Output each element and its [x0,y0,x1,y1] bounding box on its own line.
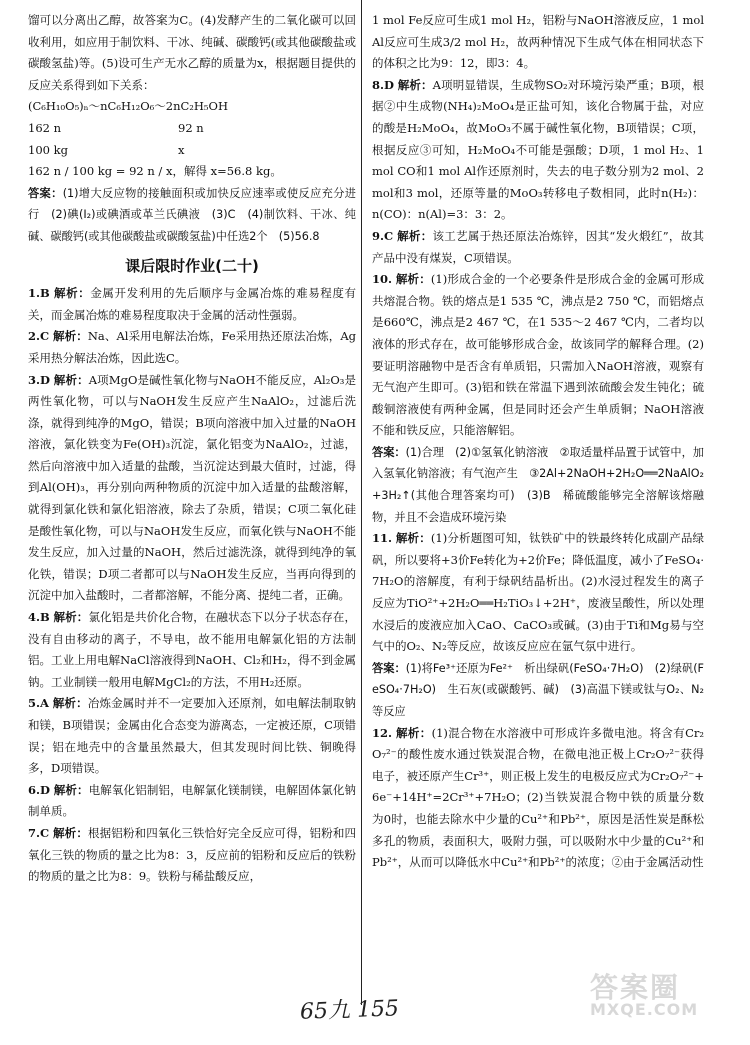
left-column [28,10,356,888]
question-item [372,226,704,269]
answer-text: (1)增大反应物的接触面积或加快反应速率或使反应充分进行 (2)碘(I₂)或碘酒或革兰氏碘液 (3)C (4)制饮料、干冰、纯碱、碳酸钙(或其他碳酸盐或碳酸氢盐)中任选2个 (5)56.8 [28,186,356,243]
item-number: 5.A [28,696,49,711]
item-label: 解析： [395,531,431,546]
item-label: 解析： [395,272,431,287]
item-label: 解析： [396,725,432,740]
answer-block [372,442,704,528]
item-text: 根据铝粉和四氧化三铁恰好完全反应可得，铝粉和四氧化三铁的物质的量之比为8：3，反应前的铝粉和反应后的铁粉的物质的量之比为8：9。铁粉与稀盐酸反应， [28,825,357,884]
item-text: (1)混合物在水溶液中可形成许多微电池。将含有Cr₂O₇²⁻的酸性废水通过铁炭混合物，在微电池正极上Cr₂O₇²⁻获得电子，被还原产生Cr³⁺，则正极上发生的电极反应式为Cr₂O₇²⁻+6e⁻+14H⁺=2Cr³⁺+7H₂O；(2)当铁炭混合物中铁的质量分数为0时，也能去除水中少量的Cu²⁺和Pb²⁺，原因是活性炭是酥松多孔的物质，表面积大，吸附力强，可以吸附水中少量的Cu²⁺和Pb²⁺，从而可以降低水中Cu²⁺和Pb²⁺的浓度；②由于金属活动性 [372,725,705,870]
item-number: 12. [372,725,393,740]
answer-label: 答案： [372,445,406,459]
item-number: 11. [372,531,393,546]
item-number: 2.C [28,329,50,344]
question-item [28,823,356,888]
item-label: 解析： [397,228,433,243]
item-label: 解析： [54,286,91,301]
item-label: 解析： [397,77,433,92]
question-item [28,780,356,823]
item-label: 解析： [52,329,88,344]
calc-value: 92 n [178,120,204,135]
section-title: 课后限时作业(二十) [125,256,259,275]
item-text: 氯化铝是共价化合物，在融状态下以分子状态存在，没有自由移动的离子，不导电，故不能用电解氯化铝的方法制铝。工业上用电解NaCl溶液得到NaOH、Cl₂和H₂，得不到金属钠。工业制镁一般用电解MgCl₂的方法，不用H₂还原。 [28,610,357,689]
item-label: 解析： [53,372,89,387]
calc-row-1 [28,118,356,140]
item-text: (1)形成合金的一个必要条件是形成合金的金属可形成共熔混合物。铁的熔点是1 535 ℃，沸点是2 750 ℃，而铝熔点是660℃，沸点是2 467 ℃，在1 535～2 467 ℃内，二者均以液体的形式存在，故可能够形成合金，故该同学的解释合理。(2)要证明溶融物中是否含有单质铝，只需加入NaOH溶液，观察有无气泡产生即可。(3)铝和铁在常温下遇到浓硫酸会发生钝化；硫酸铜溶液使有两种金属，但是同时还会产生单质铜；NaOH溶液不能和铁反应，只能溶解铝。 [372,272,705,438]
answer-text: (1)将Fe³⁺还原为Fe²⁺ 析出绿矾(FeSO₄·7H₂O) (2)绿矾(FeSO₄·7H₂O) 生石灰(或碳酸钙、碱) (3)高温下镁或钛与O₂、N₂等反应 [372,661,704,718]
item-label: 解析： [52,696,88,711]
question-item [372,269,704,442]
question-item [372,723,704,874]
calc-value: 162 n [28,120,62,135]
answer-block [28,183,356,248]
item-text: (1)分析题图可知，钛铁矿中的铁最终转化成副产品绿矾，所以要将+3价Fe转化为+2价Fe；降低温度，减小了FeSO₄·7H₂O的溶解度，有利于绿矾结晶析出。(2)水浸过程发生的离子反应为TiO²⁺+2H₂O══H₂TiO₃↓+2H⁺，废液呈酸性，所以处理水浸后的废液应加入CaO、CaCO₃或碱。(3)由于Ti和Mg易与空气中的O₂、N₂等反应，故该反应应在氩气氛中进行。 [372,531,705,654]
calc-value: x [178,142,185,157]
item-number: 7.C [28,825,50,840]
question-item [28,283,356,326]
item-number: 1.B [28,286,50,301]
item-text: 金属开发利用的先后顺序与金属冶炼的难易程度有关，而金属冶炼的难易程度取决于金属的活动性强弱。 [28,286,357,322]
question-item [28,693,356,779]
item-text: A项明显错误，生成物SO₂对环境污染严重；B项，根据②中生成物(NH₄)₂MoO₄是正盐可知，该化合物属于盐，对应的酸是H₂MoO₄，故MoO₃不属于碱性氧化物，B项错误；C项，根据反应③可知，H₂MoO₄不可能是强酸；D项，1 mol H₂、1 mol CO和1 mol Al作还原剂时，失去的电子数分别为2 mol、2 mol和3 mol，还原等量的MoO₃转移电子数相同，此时n(H₂)：n(CO)：n(Al)=3：3：2。 [372,77,705,222]
watermark-text: 答案圈 [590,971,681,1004]
left-intro: 馏可以分离出乙醇，故答案为C。(4)发酵产生的二氧化碳可以回收利用，如应用于制饮料、干冰、纯碱、碳酸钙(或其他碳酸盐或碳酸氢盐)等。(5)设可生产无水乙醇的质量为x，根据题目提供的反应关系得到如下关系： [28,13,356,92]
item-number: 9.C [372,228,394,243]
question-item [372,75,704,226]
item-number: 10. [372,272,393,287]
left-items [28,283,356,888]
answer-label: 答案： [28,186,63,200]
question-item [372,528,704,658]
item-label: 解析： [53,610,89,625]
watermark-logo [590,971,740,1037]
item-label: 解析： [53,825,88,840]
calc-value: 100 kg [28,142,68,157]
column-divider [361,0,362,1005]
solve-equation: 162 n / 100 kg = 92 n / x，解得 x=56.8 kg。 [28,164,282,179]
item-text: 1 mol Fe反应可生成1 mol H₂，铝粉与NaOH溶液反应，1 mol Al反应可生成3/2 mol H₂，故两种情况下生成气体在相同状态下的体积之比为9：12，即3：4。 [372,13,704,71]
item-text: 该工艺属于热还原法冶炼锌，因其“发火煅红”，故其产品中没有煤炭，C项错误。 [372,228,705,265]
item-text: Na、Al采用电解法冶炼，Fe采用热还原法冶炼，Ag采用热分解法冶炼，因此选C。 [28,329,357,365]
item-number: 8.D [372,77,394,92]
item-number: 4.B [28,610,50,625]
question-item [28,370,356,608]
handwritten-page-number: 65九 155 [299,996,400,1025]
item-number: 3.D [28,372,50,387]
answer-text: (1)合理 (2)①氢氧化钠溶液 ②取适量样品置于试管中，加入氢氧化钠溶液；有气泡产生 ③2Al+2NaOH+2H₂O══2NaAlO₂+3H₂↑(其他合理答案均可) (3)B 稀硫酸能够完全溶解该熔融物，并且不会造成环境污染 [372,445,704,524]
watermark-url: MXQE.COM [590,999,699,1019]
calc-row-2 [28,140,356,162]
answer-label: 答案： [372,661,406,675]
question-item [372,10,704,75]
item-number: 6.D [28,782,50,797]
item-text: A项MgO是碱性氧化物与NaOH不能反应，Al₂O₃是两性氧化物，可以与NaOH发生反应产生NaAlO₂，过滤后洗涤，就得到纯净的MgO，错误；B项向溶液中加入过量的NaOH溶液，氯化铁变为Fe(OH)₃沉淀，氯化铝变为NaAlO₂，过滤，然后向溶液中加入适量的盐酸，当沉淀达到最大值时，过滤，得到Al(OH)₃，再分别向两种物质的沉淀中加入适量的盐酸溶解，就得到氯化铁和氯化铝溶液，除去了杂质，错误；C项二氧化硅是酸性氧化物，可以与NaOH发生反应，而氧化铁与NaOH不能发生反应，加入过量的NaOH，然后过滤洗涤，就得到纯净的氧化铁，错误；D项二者都可以与NaOH发生反应，当再向得到的沉淀中加入盐酸时，二者都溶解，不能分离、提纯二者，正确。 [28,372,357,603]
item-text: 电解氧化铝制铝，电解氯化镁制镁，电解固体氯化钠制单质。 [28,782,357,819]
answer-block [372,658,704,723]
right-column [372,10,704,874]
item-text: 冶炼金属时并不一定要加入还原剂，如电解法制取钠和镁，B项错误；金属由化合态变为游离态，一定被还原，C项错误；铝在地壳中的含量虽然最大，但其发现时间比铁、铜晚得多，D项错误。 [28,696,357,776]
relation-equation: (C₆H₁₀O₅)ₙ～nC₆H₁₂O₆～2nC₂H₅OH [28,99,228,114]
item-label: 解析： [53,782,89,797]
question-item [28,607,356,693]
question-item [28,326,356,369]
